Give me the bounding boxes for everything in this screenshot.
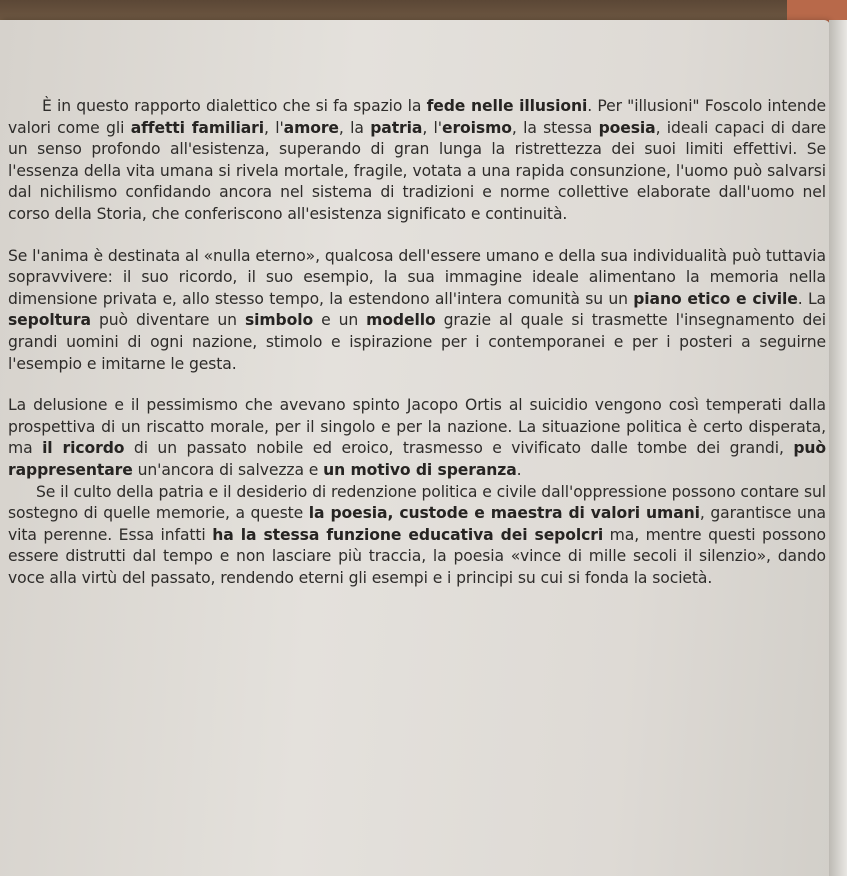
bold-term: poesia [598, 118, 656, 137]
text-segment: grazie al quale si trasmette l'insegnamento dei grandi uomini di ogni nazione, stimolo e ispirazione per i contemporanei e per i posteri a seguirne l'esempio e imitarne le gesta. [8, 311, 826, 373]
text-segment: , l' [422, 118, 442, 137]
text-segment: La delusione e il pessimismo che avevano spinto Jacopo Ortis al suicidio vengono così temperati dalla prospettiva di un riscatto morale, per il singolo e per la nazione. La situazione politica è certo disperata, ma [8, 396, 826, 458]
text-segment: , garantisce una vita perenne. Essa infatti [8, 504, 826, 544]
text-segment: di un passato nobile ed eroico, trasmesso e vivificato dalle tombe dei grandi, [124, 439, 794, 458]
text-segment: , l' [264, 118, 284, 137]
text-segment: , ideali capaci di dare un senso profondo all'esistenza, superando di gran lunga la ristrettezza dei suoi limiti effettivi. Se l'essenza della vita umana si rivela mortale, fragile, votata a una rapida consunzione, l'uomo può salvarsi dal nichilismo confidando ancora nel sistema di tradizioni e norme collettive elaborate dall'uomo nel corso della Storia, che conferiscono all'esistenza significato e continuità. [8, 118, 826, 223]
paragraph-4 [8, 482, 826, 590]
bold-term: fede nelle illusioni [426, 97, 588, 115]
text-segment: . [516, 460, 522, 479]
bold-term: ha la stessa funzione educativa dei sepolcri [212, 525, 604, 544]
text-segment: può diventare un [90, 311, 245, 330]
page-edge [829, 20, 847, 876]
bold-term: simbolo [244, 311, 314, 330]
bold-term: può rappresentare [8, 439, 826, 479]
bold-term: la poesia, custode e maestra di valori umani [308, 504, 700, 523]
page-text [8, 96, 826, 609]
text-segment: , la stessa [511, 118, 599, 137]
text-segment: Se l'anima è destinata al «nulla eterno», qualcosa dell'essere umano e della sua individualità può tuttavia sopravvivere: il suo ricordo, il suo esempio, la sua immagine ideale alimentano la memoria nella dimensione privata e, allo stesso tempo, la estendono all'intera comunità su un [8, 246, 826, 308]
bold-term: il ricordo [42, 439, 125, 458]
text-segment: . Per "illusioni" Foscolo intende valori come gli [8, 97, 827, 137]
text-segment: È in questo rapporto dialettico che si fa spazio la [42, 97, 427, 115]
text-segment: e un [313, 311, 367, 330]
orange-object [787, 0, 847, 22]
bold-term: affetti familiari [130, 118, 264, 137]
bold-term: patria [370, 118, 423, 137]
text-segment: ma, mentre questi possono essere distrutti dal tempo e non lasciare più traccia, la poesia «vince di mille secoli il silenzio», dando voce alla virtù del passato, rendendo eterni gli esempi e i principi su cui si fonda la società. [8, 525, 826, 587]
bold-term: piano etico e civile [633, 289, 798, 308]
text-segment: Se il culto della patria e il desiderio di redenzione politica e civile dall'oppressione possono contare sul sostegno di quelle memorie, a queste [8, 482, 826, 523]
bold-term: un motivo di speranza [323, 460, 517, 479]
paragraph-3 [8, 395, 826, 481]
bold-term: eroismo [441, 118, 512, 137]
text-segment: un'ancora di salvezza e [132, 460, 324, 479]
paragraph-1 [8, 96, 826, 226]
bold-term: amore [283, 118, 339, 137]
bold-term: modello [366, 311, 436, 330]
bold-term: sepoltura [8, 311, 91, 330]
text-segment: . La [797, 289, 827, 308]
text-segment: , la [338, 118, 371, 137]
paragraph-2 [8, 246, 826, 376]
